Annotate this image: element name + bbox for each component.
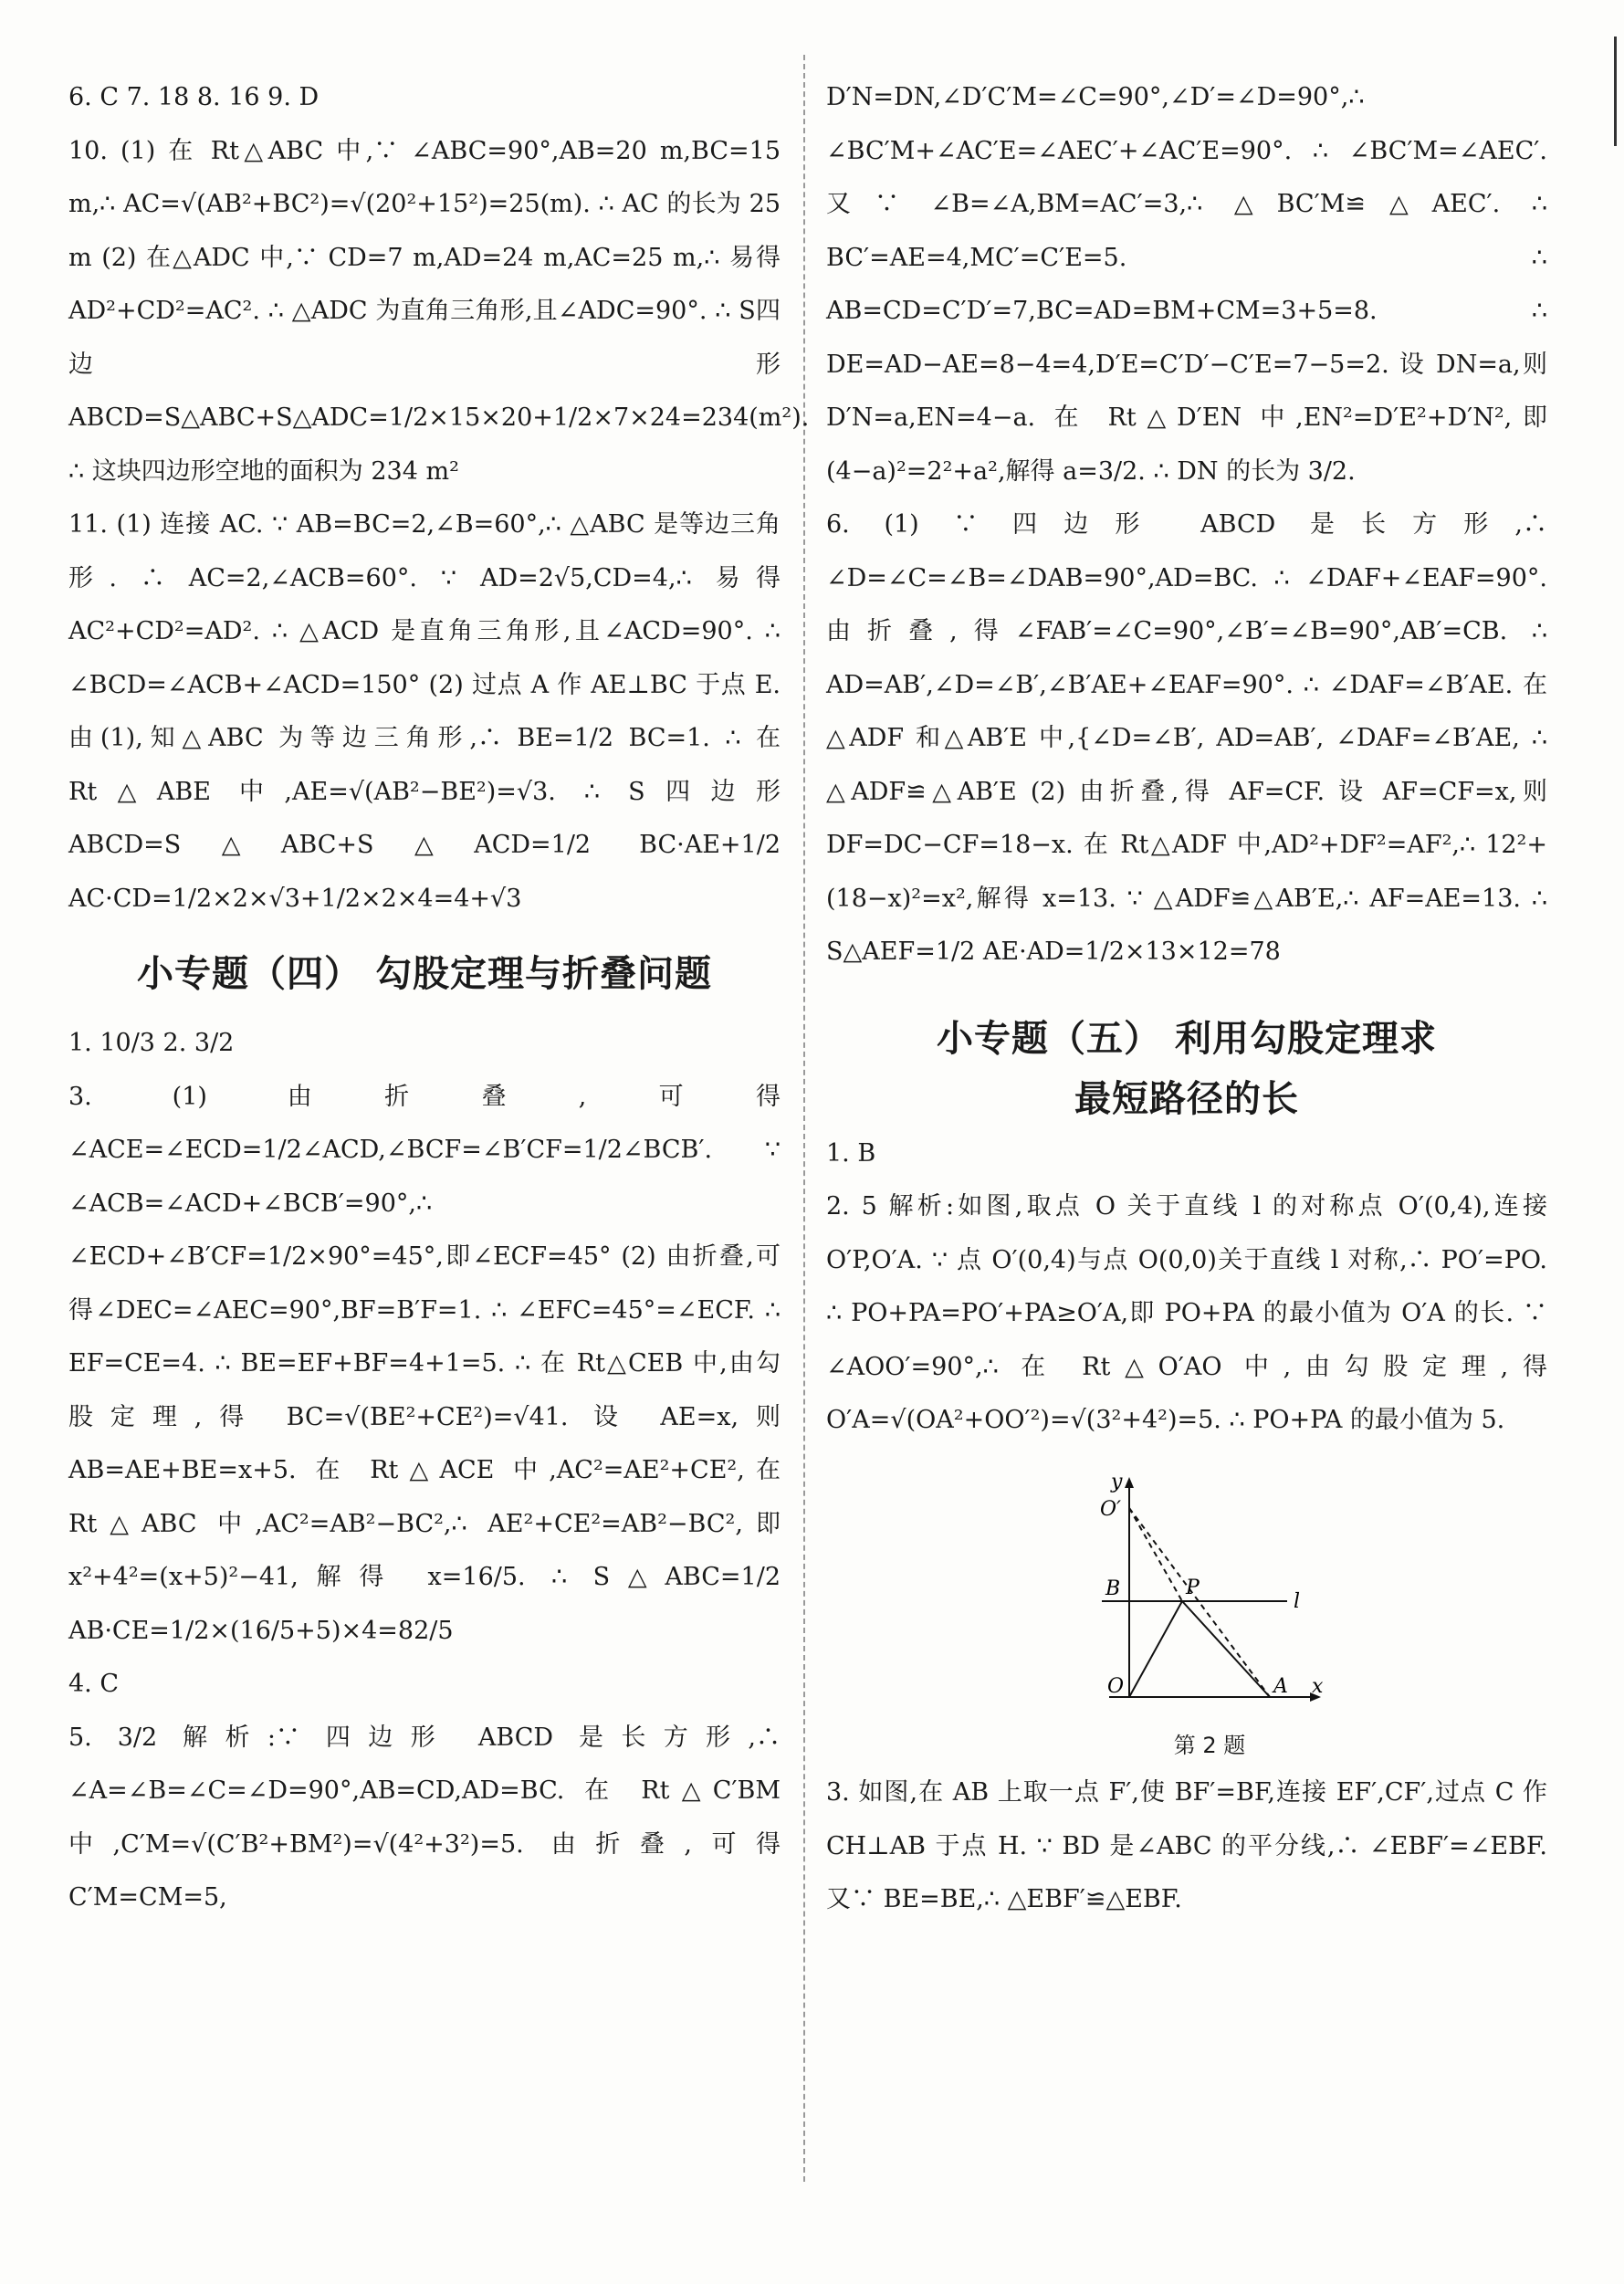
- label-O: O: [1107, 1674, 1125, 1698]
- section-heading-5-line2: 最短路径的长: [1074, 1077, 1299, 1120]
- answer-6: 6. (1) ∵ 四边形 ABCD 是长方形,∴ ∠D=∠C=∠B=∠DAB=90°,AD=BC. ∴ ∠DAF+∠EAF=90°. 由折叠,得∠FAB′=∠C=90°,∠B′=∠B=90°,AB′=CB. ∴ AD=AB′,∠D=∠B′,∠B′AE+∠EAF=90°. ∴ ∠DAF=∠B′AE. 在△ADF 和△AB′E 中,{∠D=∠B′, AD=AB′, ∠DAF=∠B′AE, ∴ △ADF≌△AB′E (2) 由折叠,得 AF=CF. 设 AF=CF=x,则 DF=DC−CF=18−x. 在 Rt△ADF 中,AD²+DF²=AF²,∴ 12²+(18−x)²=x²,解得 x=13. ∵ △ADF≌△AB′E,∴ AF=AE=13. ∴ S△AEF=1/2 AE·AD=1/2×13×12=78: [826, 510, 1547, 966]
- answer-1: 1. B: [826, 1138, 876, 1168]
- segment-OP: [1129, 1601, 1182, 1697]
- section-heading-5-line1: 小专题（五） 利用勾股定理求: [937, 1017, 1437, 1060]
- answer-10: 10. (1) 在 Rt△ABC 中,∵ ∠ABC=90°,AB=20 m,BC=15 m,∴ AC=√(AB²+BC²)=√(20²+15²)=25(m). ∴ AC 的长为 25 m (2) 在△ADC 中,∵ CD=7 m,AD=24 m,AC=25 m,∴ 易得 AD²+CD²=AC². ∴ △ADC 为直角三角形,且∠ADC=90°. ∴ S四边形ABCD=S△ABC+S△ADC=1/2×15×20+1/2×7×24=234(m²). ∴ 这块四边形空地的面积为 234 m²: [68, 136, 810, 486]
- answer-4: 4. C: [68, 1670, 120, 1698]
- answer-3: 3. (1) 由折叠,可得∠ACE=∠ECD=1/2∠ACD,∠BCF=∠B′CF=1/2∠BCB′. ∵ ∠ACB=∠ACD+∠BCB′=90°,∴ ∠ECD+∠B′CF=1/2×90°=45°,即∠ECF=45° (2) 由折叠,可得∠DEC=∠AEC=90°,BF=B′F=1. ∴ ∠EFC=45°=∠ECF. ∴ EF=CE=4. ∴ BE=EF+BF=4+1=5. ∴ 在 Rt△CEB 中,由勾股定理,得 BC=√(BE²+CE²)=√41. 设 AE=x,则 AB=AE+BE=x+5. 在 Rt△ACE 中,AC²=AE²+CE²,在 Rt△ABC 中,AC²=AB²−BC²,∴ AE²+CE²=AB²−BC²,即 x²+4²=(x+5)²−41,解得 x=16/5. ∴ S△ABC=1/2 AB·CE=1/2×(16/5+5)×4=82/5: [68, 1082, 781, 1645]
- figure-problem-2: [1091, 1473, 1328, 1762]
- label-P: P: [1186, 1576, 1200, 1599]
- coordinate-diagram: [1091, 1473, 1328, 1711]
- segment-OprimeA: [1129, 1508, 1270, 1697]
- label-x: x: [1312, 1674, 1324, 1698]
- left-column: [68, 71, 810, 1925]
- label-l: l: [1294, 1589, 1301, 1613]
- segment-OprimeP: [1129, 1508, 1182, 1601]
- answer-3-right: 3. 如图,在 AB 上取一点 F′,使 BF′=BF,连接 EF′,CF′,过点 C 作 CH⊥AB 于点 H. ∵ BD 是∠ABC 的平分线,∴ ∠EBF′=∠EBF. 又∵ BE=BE,∴ △EBF′≌△EBF.: [826, 1778, 1547, 1913]
- right-column: [826, 71, 1547, 1927]
- answer-6-9: 6. C 7. 18 8. 16 9. D: [68, 83, 320, 111]
- column-divider: [803, 55, 805, 2182]
- answer-1-2: 1. 10/3 2. 3/2: [68, 1029, 235, 1057]
- label-y: y: [1111, 1472, 1123, 1493]
- answer-11: 11. (1) 连接 AC. ∵ AB=BC=2,∠B=60°,∴ △ABC 是等边三角形. ∴ AC=2,∠ACB=60°. ∵ AD=2√5,CD=4,∴ 易得 AC²+CD²=AD². ∴ △ACD 是直角三角形,且∠ACD=90°. ∴ ∠BCD=∠ACB+∠ACD=150° (2) 过点 A 作 AE⊥BC 于点 E. 由(1),知△ABC 为等边三角形,∴ BE=1/2 BC=1. ∴ 在 Rt△ABE 中,AE=√(AB²−BE²)=√3. ∴ S四边形ABCD=S△ABC+S△ACD=1/2 BC·AE+1/2 AC·CD=1/2×2×√3+1/2×2×4=4+√3: [68, 510, 781, 913]
- figure-caption: 第 2 题: [1173, 1733, 1246, 1758]
- page-edge-mark: [1614, 37, 1617, 146]
- answer-2: 2. 5 解析:如图,取点 O 关于直线 l 的对称点 O′(0,4),连接 O′P,O′A. ∵ 点 O′(0,4)与点 O(0,0)关于直线 l 对称,∴ PO′=PO. ∴ PO+PA=PO′+PA≥O′A,即 PO+PA 的最小值为 O′A 的长. ∵ ∠AOO′=90°,∴ 在 Rt△O′AO 中,由勾股定理,得 O′A=√(OA²+OO′²)=√(3²+4²)=5. ∴ PO+PA 的最小值为 5.: [826, 1192, 1547, 1434]
- label-B: B: [1105, 1577, 1121, 1600]
- answer-5-continued: D′N=DN,∠D′C′M=∠C=90°,∠D′=∠D=90°,∴ ∠BC′M+∠AC′E=∠AEC′+∠AC′E=90°. ∴ ∠BC′M=∠AEC′. 又∵ ∠B=∠A,BM=AC′=3,∴ △BC′M≌△AEC′. ∴ BC′=AE=4,MC′=C′E=5. ∴ AB=CD=C′D′=7,BC=AD=BM+CM=3+5=8. ∴ DE=AD−AE=8−4=4,D′E=C′D′−C′E=7−5=2. 设 DN=a,则 D′N=a,EN=4−a. 在 Rt△D′EN 中,EN²=D′E²+D′N²,即(4−a)²=2²+a²,解得 a=3/2. ∴ DN 的长为 3/2.: [826, 83, 1547, 486]
- segment-PA: [1182, 1601, 1270, 1697]
- section-heading-4: 小专题（四） 勾股定理与折叠问题: [137, 953, 712, 995]
- answer-5: 5. 3/2 解析:∵ 四边形 ABCD 是长方形,∴ ∠A=∠B=∠C=∠D=90°,AB=CD,AD=BC. 在 Rt△C′BM 中,C′M=√(C′B²+BM²)=√(4²+3²)=5. 由折叠,可得 C′M=CM=5,: [68, 1723, 781, 1912]
- label-O-prime: O′: [1100, 1497, 1122, 1521]
- label-A: A: [1273, 1674, 1288, 1698]
- y-axis-arrow: [1125, 1477, 1134, 1488]
